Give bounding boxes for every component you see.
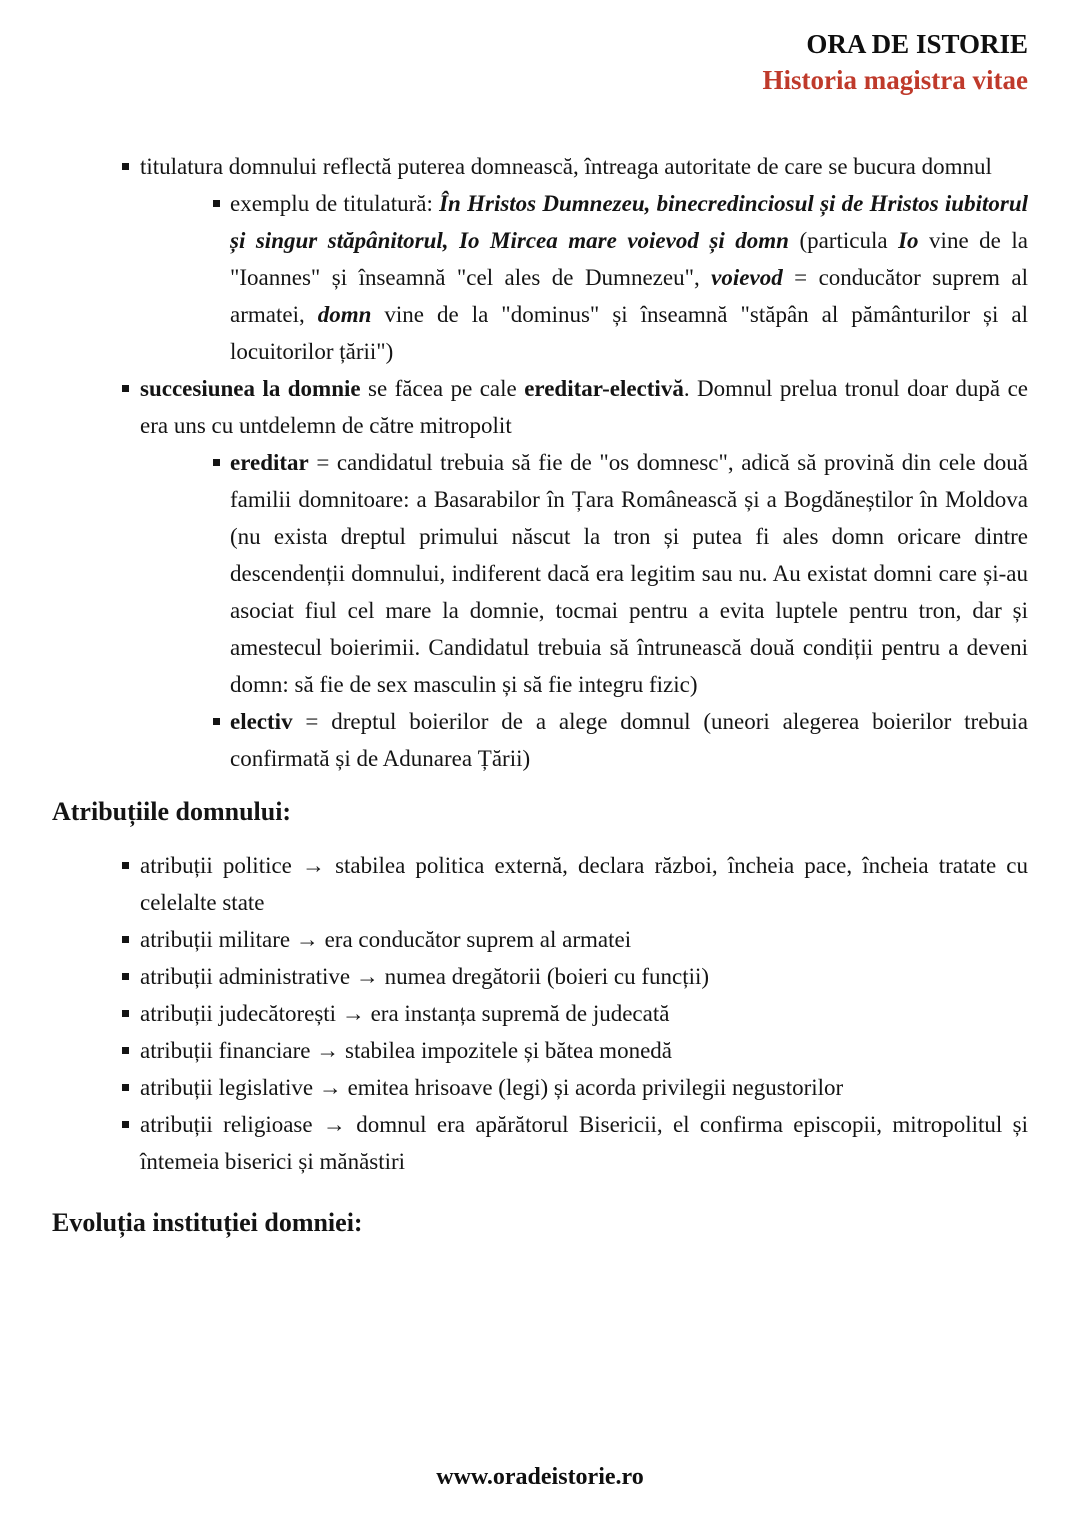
bullet-square-icon [213, 459, 220, 466]
text-run: Io [898, 228, 919, 253]
bullet-item [52, 847, 1028, 921]
page-subtitle: Historia magistra vitae [762, 65, 1028, 95]
text-run: vine de la "dominus" și înseamnă "stăpân al pământurilor și al locuitorilor țării") [230, 302, 1028, 364]
document-content [52, 148, 1028, 1258]
text-run: atribuții militare → era conducător suprem al armatei [140, 927, 632, 952]
text-run: se făcea pe cale [360, 376, 525, 401]
text-run: = conducător suprem al armatei, [230, 265, 1028, 327]
bullet-square-icon [213, 718, 220, 725]
text-run: (particula [788, 228, 899, 253]
bullet-square-icon [122, 862, 129, 869]
bullet-square-icon [122, 1010, 129, 1017]
section-heading: Atribuțiile domnului: [52, 797, 292, 826]
bullet-item [52, 185, 1028, 370]
text-run: voievod [711, 265, 783, 290]
bullet-item [52, 958, 1028, 995]
text-run: titulatura domnului reflectă puterea domnească, întreaga autoritate de care se bucura domnul [140, 154, 992, 179]
bullet-item [52, 1069, 1028, 1106]
bullet-square-icon [122, 1047, 129, 1054]
text-run: În Hristos Dumnezeu, binecredinciosul și de Hristos iubitorul și singur stăpânitorul, Io Mircea mare voievod și domn [230, 191, 1029, 253]
bullet-item [52, 995, 1028, 1032]
bullet-square-icon [122, 973, 129, 980]
text-run: exemplu de titulatură: [230, 191, 440, 216]
text-run: atribuții administrative → numea dregătorii (boieri cu funcții) [140, 964, 710, 989]
text-run: atribuții religioase → domnul era apărătorul Bisericii, el confirma episcopii, mitropolitul și întemeia biserici și mănăstiri [140, 1112, 1028, 1174]
text-run: electiv [230, 709, 293, 734]
section-heading: Evoluția instituției domniei: [52, 1208, 363, 1237]
bullet-item [52, 148, 1028, 185]
text-run: succesiunea la domnie [140, 376, 361, 401]
footer-url: www.oradeistorie.ro [436, 1464, 644, 1490]
bullet-square-icon [122, 936, 129, 943]
bullet-item [52, 1032, 1028, 1069]
text-run: = dreptul boierilor de a alege domnul (uneori alegerea boierilor trebuia confirmată și de Adunarea Țării) [230, 709, 1028, 771]
text-run: ereditar [230, 450, 309, 475]
text-run: = candidatul trebuia să fie de "os domnesc", adică să provină din cele două familii domnitoare: a Basarabilor în Țara Românească și a Bogdăneștilor în Moldova (nu exista dreptul primului născut la tron și putea fi ales domn oricare dintre descendenții domnului, indiferent dacă era legitim sau nu. Au existat domni care și-au asociat fiul cel mare la domnie, tocmai pentru a evita luptele pentru tron, dar și amestecul boierimii. Candidatul trebuia să întrunească două condiții pentru a deveni domn: să fie de sex masculin și să fie integru fizic) [230, 450, 1028, 697]
text-run: . Domnul prelua tronul doar după ce era uns cu untdelemn de către mitropolit [140, 376, 1028, 438]
text-run: atribuții judecătorești → era instanța supremă de judecată [140, 1001, 670, 1026]
text-run: vine de la "Ioannes" și înseamnă "cel ales de Dumnezeu", [230, 228, 1028, 290]
text-run: ereditar-electivă [524, 376, 684, 401]
bullet-square-icon [213, 200, 220, 207]
bullet-item [52, 921, 1028, 958]
bullet-item [52, 703, 1028, 777]
text-run: atribuții politice → stabilea politica externă, declara război, încheia pace, încheia tratate cu celelalte state [140, 853, 1028, 915]
bullet-square-icon [122, 1084, 129, 1091]
bullet-square-icon [122, 163, 129, 170]
bullet-item [52, 1106, 1028, 1180]
bullet-item [52, 444, 1028, 703]
bullet-square-icon [122, 385, 129, 392]
text-run: atribuții financiare → stabilea impozitele și bătea monedă [140, 1038, 672, 1063]
bullet-square-icon [122, 1121, 129, 1128]
bullet-item [52, 370, 1028, 444]
page-title: ORA DE ISTORIE [806, 29, 1028, 59]
text-run: domn [317, 302, 372, 327]
document-header [763, 26, 1028, 98]
text-run: atribuții legislative → emitea hrisoave (legi) și acorda privilegii negustorilor [140, 1075, 844, 1100]
